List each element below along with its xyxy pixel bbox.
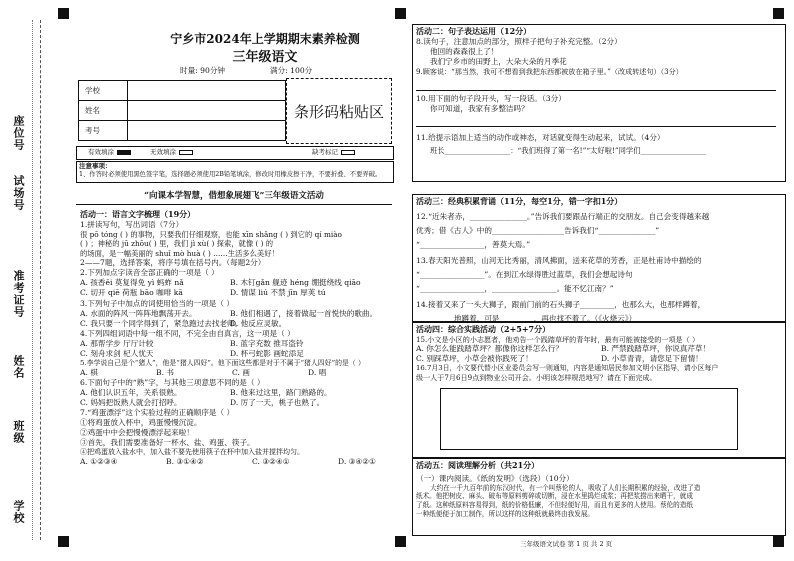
q13: 13.春天阳光普照，山河无比秀丽，清风拂面，送来花草的芳香，正是杜甫诗中描绘的 <box>416 255 702 265</box>
act4-title: 活动四：综合实践活动（2+5+7分） <box>416 324 551 334</box>
alignment-mark <box>395 536 406 547</box>
q6-options-row <box>80 398 392 408</box>
q3-option: D. 他反应灵敏。 <box>230 318 287 328</box>
q5: 5.李学说自己是个“猪人”，他是“猪人四好”。他下面这些都是对于不属于“猪人四好”的是（ ） <box>80 358 365 367</box>
q15-option: A. 你怎么能践踏草坪？都像你这样怎么行？ <box>416 343 563 353</box>
q7-option: A. ①②③④ <box>80 457 118 467</box>
q8-line: 他回的森森很上了！ <box>430 46 499 56</box>
q5-option: A. 棋 <box>80 367 98 377</box>
activity-four <box>416 324 782 382</box>
absent-checkbox[interactable] <box>341 150 355 155</box>
q6-option: D. 厉了一天，桃子也熟了。 <box>230 397 325 407</box>
q7-step: ②鸡蛋中中会把慢慢漂浮起来啦！ <box>80 427 194 437</box>
q1-line: ( ) ；神秘的 jū zhōu( ) 里，我们 jì xù( ) 探索，就像 ( ) 的 <box>80 239 274 249</box>
q15-option: C. 别踩草坪，小草会被你践死了！ <box>416 353 533 363</box>
q6: 6.下面句子中的“熟”字，与其他三项意思不同的是（ ） <box>80 377 265 387</box>
q4-options-row <box>80 349 392 359</box>
q7-step: ①将鸡蛋放入杯中，鸡蛋慢慢沉淀。 <box>80 417 202 427</box>
q15: 15.小文是小区的小志愿者，他劝告一个践踏草坪的青年时，最有可能被接受的一项是（ ） <box>416 334 700 344</box>
q5-option: D. 唱 <box>308 367 327 377</box>
exam-no-label: 试场号 <box>12 175 25 211</box>
legend-invalid <box>150 148 193 157</box>
exam-no-field[interactable] <box>128 121 286 141</box>
q2-options-row <box>80 278 392 288</box>
q2-option: A. 孩香ěi 莫复得免 yì 蚂蚱 nǎ <box>80 278 184 288</box>
legend-absent-label: 缺考标记 <box>312 148 338 156</box>
q3-option: A. 水面的阵风一阵阵地飘荡开去。 <box>80 308 197 318</box>
q3: 3.下列句子中加点的词使用恰当的一项是（ ） <box>80 298 234 308</box>
q7-option: B. ③①④② <box>166 457 204 467</box>
time-info: 时量: 90分钟 <box>180 66 226 75</box>
q2-option: B. 木钉gǎn 舰迹 héng 绷挺绕线 qiāo <box>230 278 361 288</box>
reading-passage-line: 大约在一千九百年前的东汉时代，有一个叫蔡伦的人，吸收了人们长期积累的经验，改进了造 <box>430 483 701 492</box>
empty-mark-icon <box>179 150 193 155</box>
q3-option: C. 我只要一个同学得到了，紧急跑过去找老师。 <box>80 318 243 328</box>
alignment-mark <box>395 8 406 19</box>
filled-mark-icon <box>117 150 131 155</box>
q3-options-row <box>80 309 392 319</box>
q6-option: B. 他来过这里，路门熟路的。 <box>230 387 332 397</box>
q16: 16.7月3日，小文要代替小区业委员会写一则通知，内容是通知居民参加文明小区指导，请小区每户 <box>416 363 719 372</box>
q5-option: C. 画 <box>232 367 250 377</box>
q15-option: B. 严禁践踏草坪，你说真芹草！ <box>601 343 711 353</box>
q9-answer-line[interactable] <box>416 76 776 91</box>
act1-title: 活动一：语言文字梳理（19分） <box>80 209 196 219</box>
legend-absent <box>312 148 355 157</box>
q4-option: A. 那帮学步 厅厅计较 <box>80 338 154 348</box>
q8: 8.读句子，注意加点的部分，照样子把句子补充完整。（2分） <box>416 36 622 46</box>
q15-options-row <box>416 344 782 354</box>
q7-option: D. ③④②① <box>338 457 376 467</box>
q1-line: 的场面，是一幅美丽的 shuǐ mò huà ( ) ……生活多么美好！ <box>80 248 279 258</box>
q14: 14.接着又来了一头大狮子，跟前门前的石头狮子_________，也那么大，也那样蹲着， <box>416 299 706 309</box>
rule <box>76 204 392 205</box>
subject-title: 三年级语文 <box>232 50 298 65</box>
activity-title: “向课本学智慧，借想象展翅飞”三年级语文活动 <box>144 191 324 201</box>
act2-title: 活动二：句子表达运用（12分） <box>416 26 532 36</box>
seat-label: 座位号 <box>12 115 25 151</box>
q1: 1.拼读写句，写出词语（7分） <box>80 219 184 229</box>
q4-option: B. 蓝字充数 推耳盗铃 <box>230 338 304 348</box>
q4-option: D. 杯弓蛇影 画蛇添足 <box>230 348 304 358</box>
class-label: 班级 <box>12 420 25 444</box>
q5-option: B. 书 <box>156 367 175 377</box>
q4-options-row <box>80 339 392 349</box>
legend-valid-label: 有效填涂 <box>88 148 114 156</box>
q15-options-row <box>416 354 782 364</box>
reading-passage-line: 一种纸便便于加工制作，所以这样的这种纸就最终由我发展。 <box>416 509 595 518</box>
reading-part-title: （一）课内阅读。《纸的发明》（选段）（10分） <box>416 473 574 483</box>
activity-three <box>416 196 782 324</box>
alignment-mark <box>58 8 69 19</box>
barcode-area: 条形码粘贴区 <box>286 78 392 144</box>
q7-step: ③首先，我们需要准备好一杯水、盐、鸡蛋、筷子。 <box>80 437 255 447</box>
q2-option: C. 切开 qiē 荷瓶 bāo 咖啡 kā <box>80 288 183 298</box>
q1-instruction: 2——7题，选择答案，将序号填在括号内。（每题2分） <box>80 258 266 268</box>
q12: 12.“近朱者赤，_______________。”告诉我们要跟品行端正的交朋友。自己会变得越来越 <box>416 211 710 221</box>
ticket-label: 准考证号 <box>12 270 25 318</box>
q11-line: 班长__________________：“我们班得了第一名!”“太好啦!”同学们__________________ <box>430 146 707 155</box>
q7-option: C. ③②④① <box>252 457 290 467</box>
page-footer: 三年级语文试卷 第 1 页 共 2 页 <box>520 540 613 548</box>
q4: 4.下列四组词语中每一组不同，不完全由自真言，这一项是（ ） <box>80 328 295 338</box>
info-label: 姓名 <box>79 101 128 121</box>
info-label: 考号 <box>79 121 128 141</box>
q12-line: 优秀；借《古人》中的___________________告诉我们“_______________” <box>416 225 660 235</box>
q12-line: “_________________，善莫大焉。” <box>416 239 531 249</box>
q14-line: __________地蹲着，可是_________，再也找不着了。（《火烧云》） <box>416 313 637 323</box>
student-info-table <box>78 80 286 141</box>
info-label: 学校 <box>79 81 128 101</box>
q9: 9.顾客说：“那当然，我可不想看到我把东西都被放在箱子里。”（改成转述句）（3分） <box>416 66 683 76</box>
q10-answer-line[interactable] <box>416 114 776 127</box>
binding-line <box>40 20 41 540</box>
notice-writing-box[interactable] <box>440 388 738 450</box>
school-field[interactable] <box>128 81 286 101</box>
q6-option: C. 妈妈把饭熟人就会打招呼。 <box>80 397 182 407</box>
name-label: 姓名 <box>12 355 25 379</box>
school-label: 学校 <box>12 500 25 524</box>
activity-five <box>416 460 782 518</box>
activity-two <box>416 26 782 156</box>
q6-option: A. 他们认识五年，关系很熟。 <box>80 387 182 397</box>
q7: 7.“鸡蛋漂浮”这个实验过程的正确顺序是（ ） <box>80 407 235 417</box>
q5-options-row <box>80 368 392 378</box>
name-field[interactable] <box>128 101 286 121</box>
q10-line: 你可知道，我家有多整洁吗？ <box>430 103 529 113</box>
q8-line: 我们宁乡市的田野上，大朵大朵的月季花 <box>430 56 567 66</box>
reading-passage-line: 纸术。他把树皮、麻头、破布等原料剪碎或切断，浸在水里捣烂成浆；再把浆捞出来晒干，就成 <box>416 492 693 501</box>
q3-options-row <box>80 319 392 329</box>
q1-line: 很 pō tóng ( ) 的事物，只要我们仔细观察，也能 xīn shǎng ( ) 到它的 qí miào <box>80 229 342 239</box>
q7-options-row <box>80 457 392 467</box>
q13-line: “_________________”。在到江水绿得胜过蓝草，我们会想起诗句 <box>416 269 633 279</box>
q4-option: C. 刻舟求剑 杞人忧天 <box>80 348 154 358</box>
q6-options-row <box>80 388 392 398</box>
exam-title: 宁乡市2024年上学期期末素养检测 <box>170 32 360 46</box>
alignment-mark <box>773 8 784 19</box>
q15-option: D. 小草青青，请您足下留情！ <box>601 353 703 363</box>
act3-title: 活动三：经典积累背诵（11分，每空1分，错一字扣1分） <box>416 196 623 206</box>
q16-line: 级一人于7月6日9点到物业公司开会。小明该怎样规范地写？请在下面完成。 <box>416 373 657 383</box>
reading-passage-line: 了纸。这种纸原料容易得到，纸的价格低廉，不但轻便好用，而且有更多的人使用。蔡伦的造纸 <box>416 500 693 509</box>
notice-heading: 注意事项： <box>79 162 112 170</box>
alignment-mark <box>773 536 784 547</box>
q3-option: B. 他们相遇了，接着做起一首悦快的歌曲。 <box>230 308 378 318</box>
q2: 2.下列加点字读音全部正确的一项是（ ） <box>80 268 219 278</box>
q7-step: ④把鸡蛋放入盐水中，加入盐不要先使用筷子在杯中加入盐并搅拌均匀。 <box>80 447 304 456</box>
act5-title: 活动五：阅读理解分析（共21分） <box>416 460 540 470</box>
notice-text: 1、作答时必须使用黑色签字笔，选择题必须使用2B铅笔填涂，修改时用橡皮擦干净，不要折叠、不要弄破。 <box>79 171 382 178</box>
alignment-mark <box>58 536 69 547</box>
binding-line <box>32 20 33 540</box>
q10: 10.用下面的句子段开头，写一段话。（3分） <box>416 93 566 103</box>
q13-line: “_________________，_________________。能不忆江南？” <box>416 283 614 293</box>
q2-option: D. 情谋 liú 不禁 jīn 厚荚 tú <box>230 288 326 298</box>
q2-options-row <box>80 288 392 298</box>
legend-invalid-label: 无效填涂 <box>150 148 176 156</box>
q11: 11.给提示语加上适当的动作或神态，对话就变得生动起来，试试。（4分） <box>416 132 665 142</box>
score-info: 满分: 100分 <box>270 66 313 75</box>
activity-one <box>80 209 392 467</box>
legend-valid <box>88 148 131 157</box>
